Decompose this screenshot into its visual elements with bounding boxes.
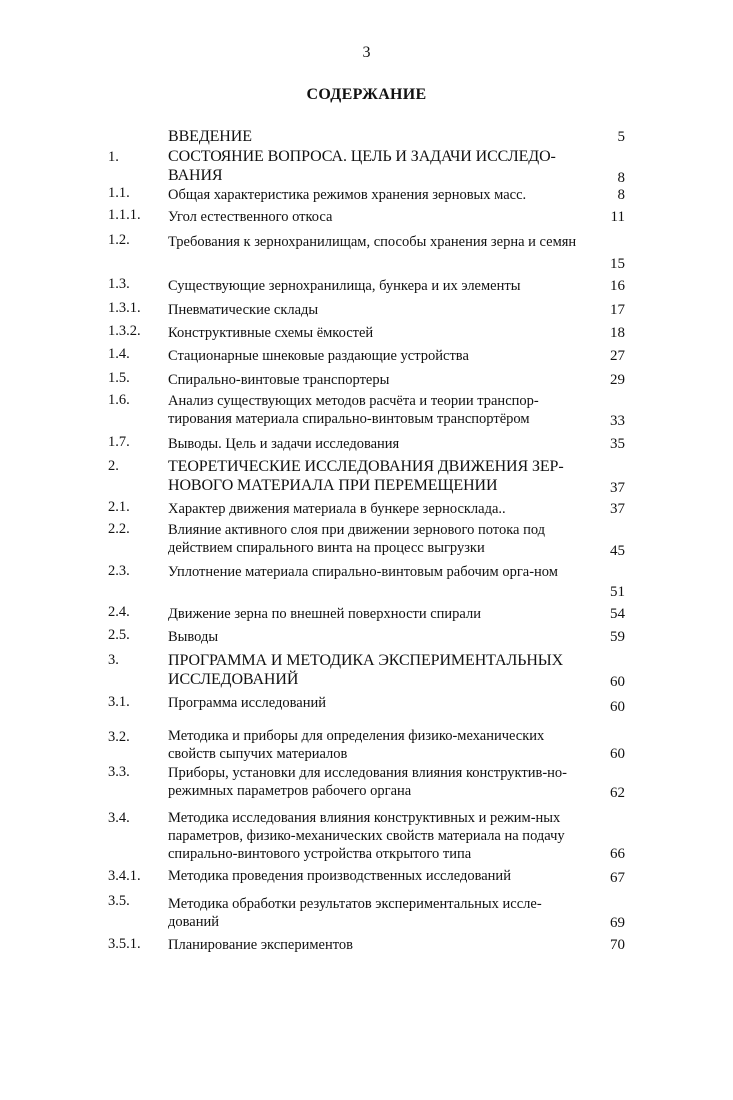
toc-entry	[0, 203, 733, 228]
toc-entry	[0, 495, 733, 517]
page-number: 3	[362, 44, 371, 61]
toc-entry	[0, 517, 733, 559]
toc-entry-page: 54	[610, 606, 625, 622]
toc-entry-page: 60	[610, 746, 625, 762]
toc-entry-text: Угол естественного откоса	[168, 209, 333, 225]
toc-entry-page: 37	[610, 501, 625, 517]
toc-entry-text: Уплотнение материала спирально-винтовым рабочим орга-ном	[168, 564, 558, 580]
toc-entry-number: 1.6.	[108, 392, 130, 408]
toc-entry	[0, 430, 733, 451]
toc-entry	[0, 623, 733, 645]
toc-entry-text: Спирально-винтовые транспортеры	[168, 372, 390, 388]
toc-entry	[0, 690, 733, 718]
toc-entry	[0, 645, 733, 690]
toc-entry-number: 2.2.	[108, 521, 130, 537]
toc-entry-number: 1.3.2.	[108, 323, 141, 339]
toc-entry	[0, 123, 733, 143]
toc-entry-text: ТЕОРЕТИЧЕСКИЕ ИССЛЕДОВАНИЯ ДВИЖЕНИЯ ЗЕР-НОВОГО МАТЕРИАЛА ПРИ ПЕРЕМЕЩЕНИИ	[168, 458, 564, 494]
toc-entry-page: 29	[610, 372, 625, 388]
toc-entry-number: 3.2.	[108, 729, 130, 745]
toc-entry-text: Планирование экспериментов	[168, 937, 353, 953]
toc-entry-text: Пневматические склады	[168, 302, 319, 318]
toc-entry	[0, 600, 733, 623]
toc-entry-text: Анализ существующих методов расчёта и теории транспор-тирования материала спирально-винтовым транспортёром	[168, 393, 539, 427]
toc-entry-number: 1.2.	[108, 232, 130, 248]
toc-entry-text: Характер движения материала в бункере зерносклада..	[168, 501, 506, 517]
toc-entry-text: Конструктивные схемы ёмкостей	[168, 325, 374, 341]
toc-entry-page: 59	[610, 629, 625, 645]
toc-entry-text: СОСТОЯНИЕ ВОПРОСА. ЦЕЛЬ И ЗАДАЧИ ИССЛЕДО-ВАНИЯ	[168, 148, 556, 184]
toc-entry-page: 5	[617, 129, 625, 145]
toc-entry-number: 1.3.	[108, 276, 130, 292]
toc-entry	[0, 932, 733, 956]
toc-entry-text: Приборы, установки для исследования влияния конструктив-но-режимных параметров рабочего органа	[168, 765, 567, 799]
toc-entry-text: Стационарные шнековые раздающие устройства	[168, 348, 469, 364]
toc-entry-number: 2.1.	[108, 499, 130, 515]
toc-entry-page: 8	[617, 170, 625, 186]
toc-entry-page: 35	[610, 436, 625, 452]
toc-entry-page: 60	[610, 674, 625, 690]
toc-entry-number: 3.4.	[108, 810, 130, 826]
toc-entry-page: 8	[617, 187, 625, 203]
toc-entry-number: 3.3.	[108, 764, 130, 780]
toc-entry-number: 3.	[108, 652, 119, 668]
toc-entry	[0, 718, 733, 760]
toc-entry-page: 11	[610, 209, 625, 225]
toc-entry-page: 17	[610, 302, 625, 318]
toc-entry-text: Методика исследования влияния конструктивных и режим-ных параметров, физико-механических свойств материала на подачу спирально-винтового устройства открытого типа	[168, 810, 565, 862]
toc-entry-text: Требования к зернохранилищам, способы хранения зерна и семян	[168, 234, 577, 250]
toc-entry-number: 3.1.	[108, 694, 130, 710]
toc-entry-number: 1.4.	[108, 346, 130, 362]
toc-entry-text: Методика и приборы для определения физико-механических свойств сыпучих материалов	[168, 728, 545, 762]
toc-entry-page: 66	[610, 846, 625, 862]
toc-entry-page: 60	[610, 699, 625, 715]
toc-entry	[0, 388, 733, 430]
toc-entry-page: 16	[610, 278, 625, 294]
toc-entry-number: 1.1.1.	[108, 207, 141, 223]
toc-entry-number: 1.7.	[108, 434, 130, 450]
toc-entry-page: 33	[610, 413, 625, 429]
toc-entry-page: 27	[610, 348, 625, 364]
toc-entry-page: 62	[610, 785, 625, 801]
toc-entry-number: 2.	[108, 458, 119, 474]
toc-entry	[0, 319, 733, 342]
toc-entry-number: 3.4.1.	[108, 868, 141, 884]
toc-entry-page: 15	[610, 256, 625, 272]
toc-entry-number: 1.	[108, 149, 119, 165]
toc-entry-number: 1.1.	[108, 185, 130, 201]
toc-entry-text: Существующие зернохранилища, бункера и их элементы	[168, 278, 521, 294]
toc-entry	[0, 806, 733, 864]
toc-entry-page: 37	[610, 480, 625, 496]
toc-entry	[0, 864, 733, 889]
toc-entry-page: 45	[610, 543, 625, 559]
toc-entry	[0, 228, 733, 272]
toc-entry	[0, 272, 733, 296]
toc-entry-text: ПРОГРАММА И МЕТОДИКА ЭКСПЕРИМЕНТАЛЬНЫХ ИССЛЕДОВАНИЙ	[168, 652, 564, 688]
toc-entry	[0, 760, 733, 806]
toc-entry-number: 2.4.	[108, 604, 130, 620]
toc-entry-text: Выводы. Цель и задачи исследования	[168, 436, 400, 452]
toc-entry-text: Методика обработки результатов экспериментальных иссле-дований	[168, 896, 542, 930]
toc-entry-text: Движение зерна по внешней поверхности спирали	[168, 606, 481, 622]
toc-entry	[0, 889, 733, 932]
toc-entry-text: Методика проведения производственных исследований	[168, 868, 511, 884]
table-of-contents	[0, 123, 733, 956]
toc-entry	[0, 296, 733, 319]
toc-entry-text: ВВЕДЕНИЕ	[168, 128, 252, 145]
toc-entry-number: 3.5.	[108, 893, 130, 909]
toc-entry-page: 67	[610, 870, 625, 886]
toc-entry	[0, 559, 733, 600]
toc-entry-number: 1.5.	[108, 370, 130, 386]
toc-entry-page: 18	[610, 325, 625, 341]
toc-entry-page: 69	[610, 915, 625, 931]
toc-entry-text: Программа исследований	[168, 695, 327, 711]
toc-title: СОДЕРЖАНИЕ	[306, 86, 427, 103]
toc-entry	[0, 181, 733, 203]
toc-entry-number: 1.3.1.	[108, 300, 141, 316]
toc-entry-text: Выводы	[168, 629, 219, 645]
toc-entry	[0, 143, 733, 186]
toc-entry	[0, 342, 733, 366]
toc-entry	[0, 366, 733, 388]
toc-entry-page: 70	[610, 937, 625, 953]
toc-entry-number: 2.5.	[108, 627, 130, 643]
toc-entry-number: 2.3.	[108, 563, 130, 579]
toc-entry-text: Влияние активного слоя при движении зернового потока под действием спирального винта на процесс выгрузки	[168, 522, 546, 556]
toc-entry-number: 3.5.1.	[108, 936, 141, 952]
toc-entry-text: Общая характеристика режимов хранения зерновых масс.	[168, 187, 527, 203]
toc-entry	[0, 451, 733, 495]
toc-entry-page: 51	[610, 584, 625, 600]
